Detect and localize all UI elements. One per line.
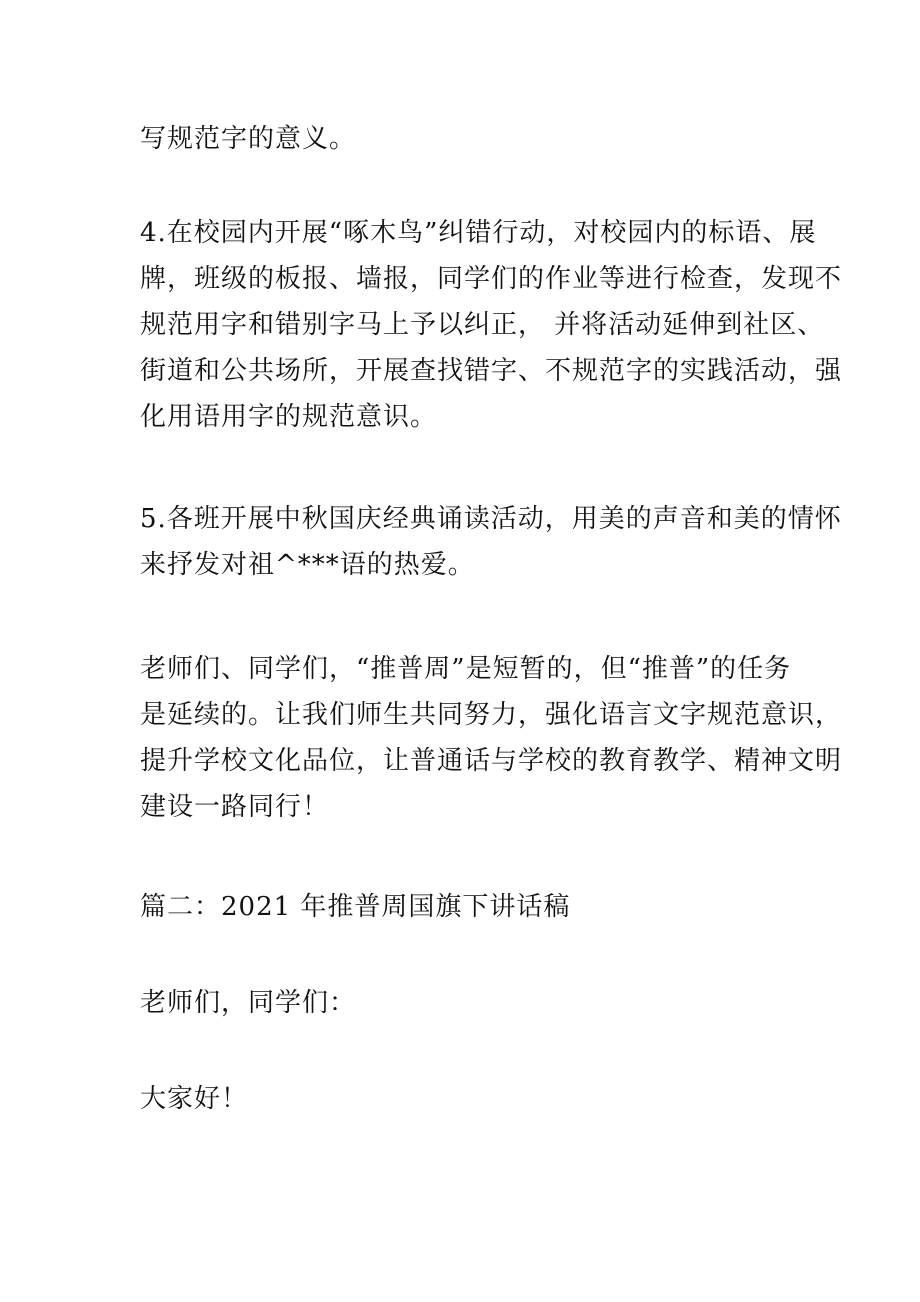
paragraph-item-5 (140, 496, 842, 588)
text-line: 是延续的。让我们师生共同努力，强化语言文字规范意识， (140, 700, 843, 730)
greeting (140, 1076, 800, 1122)
section-heading (140, 884, 800, 930)
text-line: 大家好！ (140, 1084, 249, 1114)
text-line: 来抒发对祖^***语的热爱。 (140, 550, 475, 580)
text-line: 牌，班级的板报、墙报，同学们的作业等进行检查，发现不 (140, 264, 843, 294)
text-line: 街道和公共场所，开展查找错字、不规范字的实践活动，强 (140, 356, 843, 386)
text-line: 4.在校园内开展“啄木鸟”纠错行动，对校园内的标语、展 (140, 218, 817, 248)
text-line: 老师们，同学们： (140, 988, 357, 1018)
paragraph-item-4 (140, 210, 843, 440)
text-line: 5.各班开展中秋国庆经典诵读活动，用美的声音和美的情怀 (140, 504, 842, 534)
text-line: 写规范字的意义。 (140, 124, 357, 154)
paragraph-intro-end (140, 116, 800, 162)
text-line: 篇二：2021 年推普周国旗下讲话稿 (140, 892, 571, 922)
salutation (140, 980, 800, 1026)
text-line: 老师们、同学们，“推普周”是短暂的，但“推普”的任务 (140, 654, 792, 684)
text-line: 化用语用字的规范意识。 (140, 402, 438, 432)
text-line: 提升学校文化品位，让普通话与学校的教育教学、精神文明 (140, 746, 843, 776)
text-line: 规范用字和错别字马上予以纠正， 并将活动延伸到社区、 (140, 310, 825, 340)
text-line: 建设一路同行！ (140, 792, 330, 822)
paragraph-closing (140, 646, 843, 830)
